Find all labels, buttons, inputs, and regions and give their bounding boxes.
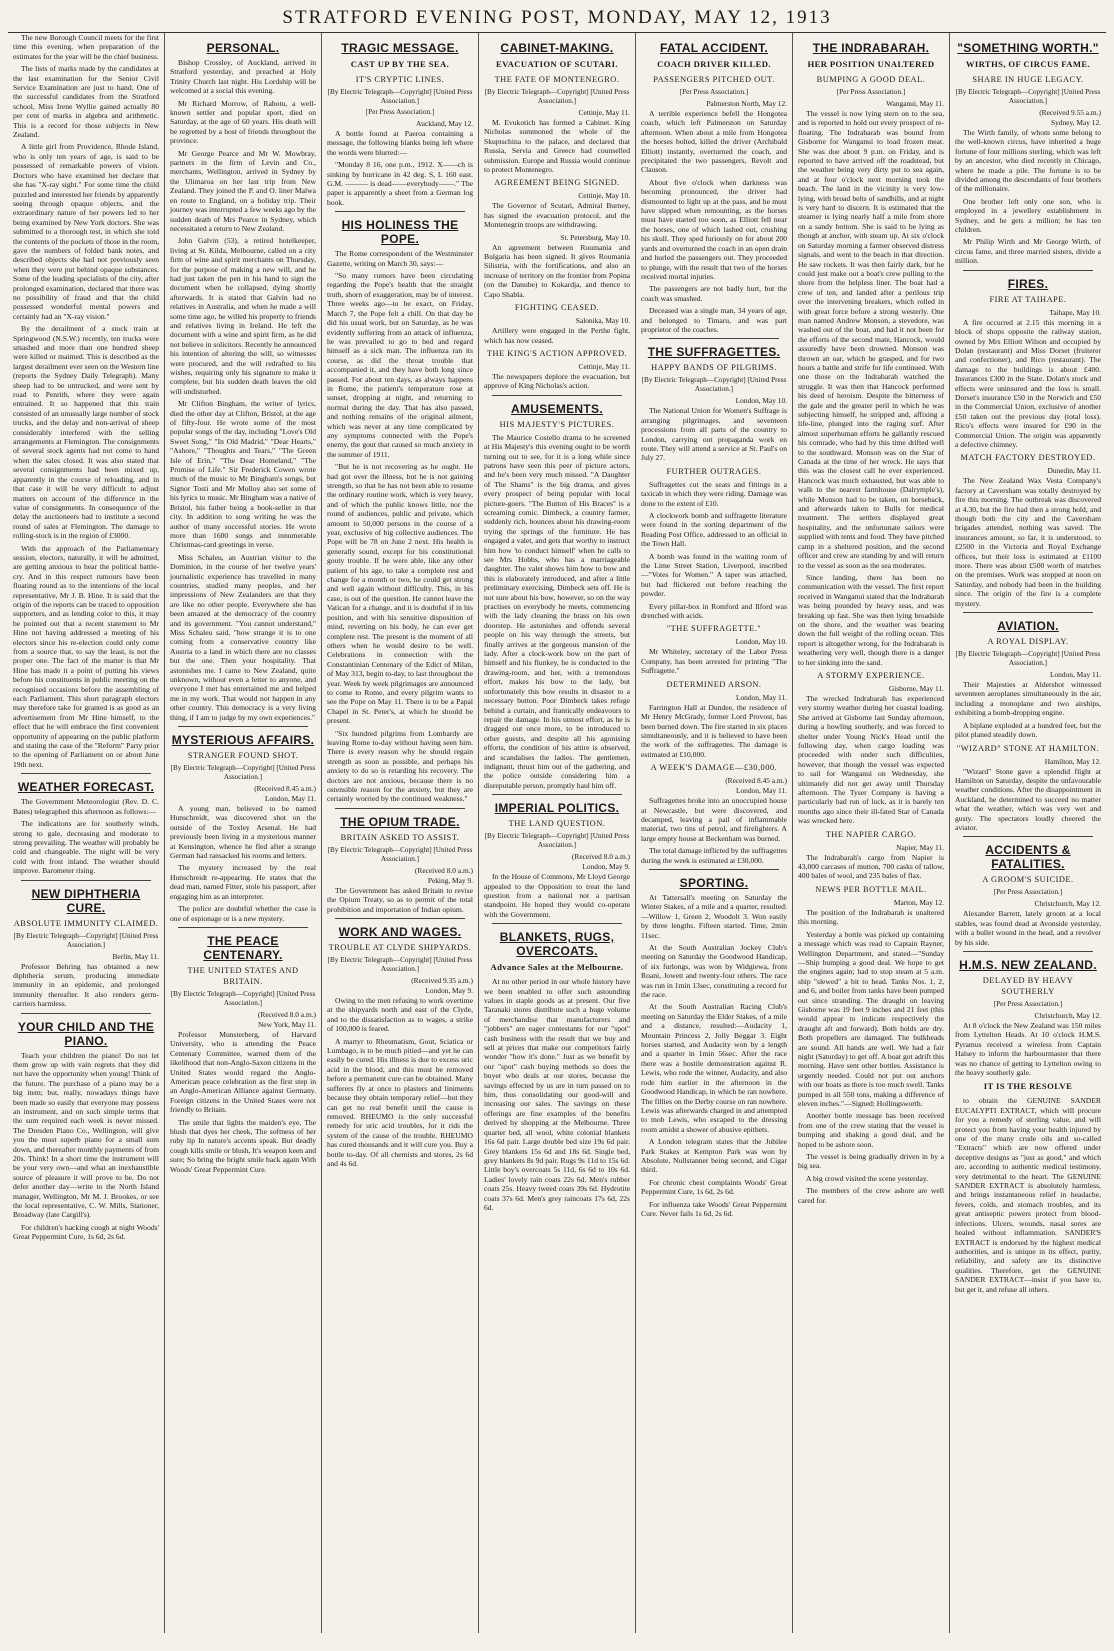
headline: MYSTERIOUS AFFAIRS. (171, 733, 315, 748)
paragraph: The police are doubtful whether the case is one of espionage or is a new mystery. (170, 904, 316, 923)
paragraph: A bottle found at Paeroa containing a message, the following blanks being left where the words were blurred:— (327, 129, 473, 157)
paragraph: Deceased was a single man, 34 years of age, and belonged to Timaru, and was part proprietor of the coaches. (641, 306, 787, 334)
headline: THE SUFFRAGETTES. (647, 345, 781, 360)
paragraph: A biplane exploded at a hundred feet, but the pilot planed steadily down. (955, 720, 1101, 740)
section-rule (21, 880, 151, 881)
paragraph: Professor Behring has obtained a new diphtheria serum, producing immediate immunity in an epidemic, and prolonged immunity thereafter. It also renders germ-carriers harmless. (13, 961, 159, 1009)
paragraph: In the House of Commons, Mr Lloyd George appealed to the Opposition to treat the land question from a national not a partisan standpoint. He hoped they would co-operate with the Government. (484, 872, 630, 919)
headline: AMUSEMENTS. (511, 401, 603, 416)
paragraph: to obtain the GENUINE SANDER EUCALYPTI EXTRACT, which will procure for you a remedy of sterling value, and will protect you from having your health injured by one of the many crude oils and so-called "Extracts" which are now offered under deceptive designs as "just as good," and which are, according to authentic medical testimony, very detrimental to the heart. The GENUINE SANDER EXTRACT is absolutely harmless, and brings instantaneous relief in headache, fevers, colds, and stomach troubles, and its great antiseptic powers protect from blood-infections. Ulcers, wounds, nasal sores are healed without inflammation. SANDER'S EXTRACT is endorsed by the highest medical authorities, and is unique in its effect, purity, reliability, and safety are its distinctive qualities. Therefore, get the GENUINE SANDER EXTRACT—insist if you have to, but get it, and refuse all others. (955, 1096, 1101, 1294)
wire-credit: [Per Press Association.] (993, 888, 1063, 897)
dateline: Wanganui, May 11. (886, 99, 944, 108)
paragraph: About five o'clock when darkness was becoming pronounced, the driver had dismounted to light up at the pass, and he must have slipped when remounting, as the horses must have started too soon, as Elliott fell near the horses, one of which lashed out, crushing his skull. They sped furiously on for about 200 yards and overturned the coach in an open drain and hurled the passengers out. They proceeded to plunge, with the result that two of the horses received mortal injuries. (641, 177, 787, 281)
section-rule (178, 927, 308, 928)
paragraph: The Government has asked Britain to revise the Opium Treaty, so as to permit of the total prohibition and importation of Indian opium. (327, 885, 473, 914)
paragraph: The members of the crew ashore are well cared for. (798, 1186, 944, 1205)
headline: IMPERIAL POLITICS. (494, 801, 620, 816)
paragraph: The indications are for southerly winds, strong to gale, decreasing and moderate to strong prevailing. The weather will probably be cold and changeable. The night will be very cold with frost inland. The weather should improve. Barometer rising. (13, 819, 159, 876)
dateline: Gisborne, May 11. (888, 683, 944, 693)
paragraph: The new Borough Council meets for the first time this evening, when preparation of the estimates for the year will be the chief business. (13, 33, 159, 61)
masthead: STRATFORD EVENING POST, MONDAY, MAY 12, 1913 (8, 6, 1106, 33)
dateline: Cettinje, May 10. (578, 191, 630, 201)
paragraph: At no other period in our whole history have we been enabled to offer such astounding values in staple goods as at present. Our five Taranaki stores distribute such a huge volume of merchandise that manufacturers and "jobbers" are eager contestants for our "spot" cash business with the result that we buy and sell at prices that make our competitors fairly wonder "how it's done." Just as we benefit by our "spot" cash buying methods so does the buyer who deals at our stores, because the savings effected by us are in turn passed on to him, thus consolidating our good-will and increasing our sales. The savings on these offerings are fine examples of the benefits derived by shopping at the Melbourne. Three quarter bed, all wool, white colonial blankets 16s 6d pair. Large double bed size 19s 6d pair. Grey blankets 15s 6d and 18s 6d. Single bed, grey blankets 8s 9d pair. Rugs 9s 11d to 15s 6d. Little boy's overcoats 5s 11d, 6s 6d to 10s 6d. Ladies' lovely rain coats 22s 6d. Men's rubber coats 25s. Heavy tweed coats 39s 6d. Hydrotite coats 37s 6d. Men's grey raincoats 17s 6d, 22s 6d. (484, 977, 630, 1212)
headline: NEW DIPHTHERIA CURE. (31, 886, 141, 915)
deck-heading: IT'S CRYPTIC LINES. (355, 75, 445, 84)
paragraph: At 8 o'clock the New Zealand was 150 miles from Lyttelton Heads. At 10 o'clock H.M.S. Pyramus received a wireless from Captain Halsey to inform the harbourmaster that there was no chance of getting to Lyttelton owing to the heavy southerly gale. (955, 1020, 1101, 1077)
columns (8, 33, 1106, 1633)
deck-heading: THE UNITED STATES AND BRITAIN. (187, 965, 299, 986)
paragraph: The Wirth family, of whom some belong to the well-known circus, have inherited a huge fortune of four millions sterling, which was left by an ancestor, who died recently in Chicago, where he made a pile. The fortune is to be divided among the descendants of four brothers of the millionaire. (955, 128, 1101, 194)
paragraph: Their Majesties at Aldershot witnessed seventeen aeroplanes simultaneously in the air, including a monoplane and two airships, exhibiting a bomb-dropping engine. (955, 680, 1101, 718)
paragraph: With the approach of the Parliamentary session, electors, naturally, it will be admitted, are getting anxious to hear the political battle-cry. And in this respect rumours have been floating round as to the intentions of the local representative, Mr J. B. Hine. It is said that the origin of the reports can be traced to opposition supporters, and as lending color to this, it may be pointed out that a recent statement to Mr Hine not having addressed a meeting of his electors since his re-election could only come from a source that, to say the least, is not the proper one. The fact of the matter is that Mr Hine has made it a point of putting his views before his constituents in public meeting on the recognised occasions before the assembling of each Parliament. This short paragraph electors may therefore take for granted is as good as an advertisement from Mr Hine himself, to the effect that he will embrace the first convenient opportunity of appearing on the public platform and stating the case of the "Reform" Party prior to the opening of Parliament on or about June 19th next. (13, 543, 159, 769)
wire-credit: [Per Press Association.] (836, 88, 906, 96)
deck-heading: FIRE AT TAIHAPE. (989, 294, 1067, 304)
wire-credit: [By Electric Telegraph—Copyright] [United Press Association.] (955, 88, 1101, 105)
paragraph: At Tattersall's meeting on Saturday the Winter Stakes, of a mile and a quarter, resulted:—Willow 1, Green 2, Woodolt 3. Won easily by three lengths. Fifteen started. Time, 2min 11sec. (641, 892, 787, 940)
paragraph: "So many rumors have been circulating regarding the Pope's health that the straight truth, shorn of exaggeration, may be of interest. Three weeks ago—to be exact, on Friday, March 7, the Pope felt a chill. On that day he did his usual work, but on Saturday, as he was evidently suffering from an attack of influenza, he was prevailed to go to bed and regard himself as a sick man. The influenza ran its course, as did the throat trouble that accompanied it, and they have both long since passed. For about ten days, as always happens in Rome, the patient's temperature rose at sunset, dropping at night, and returning to normal during the day. That has also passed, and nothing remains of the original ailment, which was never at any time complicated by any symptoms connected with the Pope's enemy, the gout that caused so much anxiety in the summer of 1911. (327, 271, 473, 459)
paragraph: Alexander Barrett, lately groom at a local stables, was found dead at Avonside yesterday, with a bullet wound in the head, and a revolver by his side. (955, 909, 1101, 947)
deck-heading: STRANGER FOUND SHOT. (187, 751, 299, 761)
paragraph: At the South Australian Jockey Club's meeting on Saturday the Goodwood Handicap, of six furlongs, was won by Widgiewa, from Roani, Jowett and twenty-four others. The race was run in 1min 13sec, constituting a record for the race. (641, 943, 787, 1000)
dateline: Marton, May 12. (893, 897, 944, 907)
deck-heading: A GROOM'S SUICIDE. (982, 875, 1074, 885)
dateline: (Received 8.0 a.m.) (571, 852, 630, 862)
wire-credit: [By Electric Telegraph—Copyright] [United Press Association.] (484, 832, 630, 850)
paragraph: Mr Richard Morrow, of Rahotu, a well-known settler and popular sport, died on Saturday, at the age of 60 years. His death will be regretted by a host of friends throughout the province. (170, 98, 316, 146)
paragraph: Since landing, there has been no communication with the vessel. The first report received in Wanganui stated that the Indrabarah was being pounded by heavy seas, and was breaking up fast. She was then lying broadside on the shore, and the weather was bearing down the full weight of the rolling ocean. This report is altogether wrong, for the Indrabarah is weathering very well, though there is a danger to her sinking into the sand. (798, 572, 944, 667)
dateline: (Received 8.45 a.m.) (725, 776, 787, 786)
dateline: St. Petersburg, May 10. (560, 232, 630, 242)
wire-credit: [By Electric Telegraph—Copyright] [United Press Association.] (327, 88, 473, 105)
paragraph: Farrington Hall at Dundee, the residence of Mr Henry McGrady, former Lord Provost, has been burned down. The fire started in six places simultaneously, and it is believed to have been the work of the suffragettes. The damage is estimated at £10,000. (641, 702, 787, 759)
dateline: (Received 8.0 a.m.) (414, 865, 473, 875)
subheading: CAST UP BY THE SEA. (350, 59, 450, 69)
paragraph: A fire occurred at 2.15 this morning in a block of shops opposite the railway station, owned by Mrs Elliott Wilson and occupied by Dolan (restaurant) and Miss Dorset (fruiterer and confectioner), and Rico (restaurant). The damage to the buildings is about £400. Insurances £300 in the State. Dolan's stock and effects were uninsured and the loss is small. Dorset's insurance £50 in the Norwich and £50 in the Commercial Union, exclusive of another £50 taken out the previous day (total loss). Rico's effects were insured for £90 in the Commercial Union. The origin was apparently a defective chimney. (955, 317, 1101, 449)
dateline: Christchurch, May 12. (1034, 899, 1101, 909)
column-1 (8, 33, 165, 1633)
section-rule (649, 338, 779, 339)
paragraph: At the South Australian Racing Club's meeting on Saturday the Elder Stakes, of a mile and a distance, resulted:—Audacity 1, Mountain Princess 2, Jolly Beggar 3. Eight horses started, and Audacity won by a length and a quarter in 1min 56sec. After the race there was a hostile demonstration against R. Lewis, who rode the winner, Audacity, and also rode him earlier in the afternoon in the Goodwood Handicap, in which he ran nowhere. The fillies on the Derby course on ran nowhere. Lewis was afterwards charged in and attempted to mob Lewis, who escaped to the dressing room amidst a shower of abusive epithets. (641, 1002, 787, 1134)
paragraph: The National Union for Women's Suffrage is arranging pilgrimages, and seventeen processions from all parts of the country to London, carrying out propaganda work en route. They will attend a service at St. Paul's on July 27. (641, 406, 787, 463)
deck-heading: A STORMY EXPERIENCE. (817, 670, 925, 680)
paragraph: A martyr to Rheumatism, Gout, Sciatica or Lumbago, is to be much pitied—and yet he can easily be cured. His illness is due to excess uric acid in the blood, and this must be removed before a permanent cure can be obtained. Many sufferers fly at once to plasters and liniments because they obtain temporary relief—but they can get no real benefit until the cause is removed. RHEUMO is the only successful remedy for uric acid troubles, for it rids the system of the cause of the trouble. RHEUMO has cured thousands and it will cure you. Buy a bottle to-day. Of all chemists and stores, 2s 6d and 4s 6d. (327, 1036, 473, 1168)
paragraph: A clockwork bomb and suffragette literature were found in the sorting department of the Reading Post Office, addressed to an official in the Town Hall. (641, 511, 787, 549)
wire-credit: [By Electric Telegraph—Copyright] [United Press Association.] (484, 88, 630, 105)
headline: SPORTING. (679, 875, 749, 890)
section-rule (963, 836, 1093, 837)
deck-heading: ABSOLUTE IMMUNITY CLAIMED. (13, 918, 159, 928)
headline: HIS HOLINESS THE POPE. (341, 218, 459, 247)
headline: THE PEACE CENTENARY. (203, 933, 283, 962)
wire-credit: [Per Press Association.] (679, 88, 749, 96)
headline: AVIATION. (997, 619, 1059, 634)
dateline: Dunedin, May 11. (1047, 466, 1101, 476)
wire-credit: [By Electric Telegraph—Copyright] [United Press Association.] (641, 376, 787, 394)
dateline: London, May 9. (425, 986, 473, 996)
dateline: Auckland, May 12. (415, 119, 473, 128)
paragraph: Bishop Crossley, of Auckland, arrived in Stratford yesterday, and preached at Holy Trinity Church last night. His Lordship will be welcomed at a social this evening. (170, 58, 316, 96)
dateline: Cettinje, May 11. (578, 108, 630, 117)
dateline: Christchurch, May 12. (1034, 1010, 1101, 1020)
dateline: Berlin, May 11. (112, 951, 159, 961)
dateline: New York, May 11. (257, 1019, 316, 1029)
paragraph: "Wizard" Stone gave a splendid flight at Hamilton on Saturday, despite the unfavourable weather conditions. After the disappointment in Auckland, he determined to succeed no matter what the weather, which was very wet and gusty. The spectators loudly cheered the aviator. (955, 766, 1101, 832)
paragraph: The smile that lights the maiden's eye, The blush that dyes her cheek, The softness of her ruby lip In nature's accents speak. But deadly cough kills smile or blush, It's weapon keen and sure; So bring the bright smile back again With Woods' Great Peppermint Cure. (170, 1117, 316, 1174)
headline: H.M.S. NEW ZEALAND. (959, 957, 1097, 972)
deck-heading: TROUBLE AT CLYDE SHIPYARDS. (328, 943, 472, 953)
paragraph: The passengers are not badly hurt, but the coach was smashed. (641, 284, 787, 303)
subheading: Advance Sales at the Melbourne. (490, 962, 624, 973)
dateline: London, May 11. (735, 692, 787, 702)
paragraph: The lists of marks made by the candidates at the last examination for the Senior Civil Service Examination are just to hand. One of the successful candidates from the Stratford school, Miss Irene Wyllie gained actually 80 per cent of marks in algebra and arithmetic. This is a record for those subjects in New Zealand. (13, 64, 159, 140)
deck-heading: SHARE IN HUGE LEGACY. (972, 75, 1084, 84)
paragraph: The newspapers deplore the evacuation, but approve of King Nicholas's action. (484, 371, 630, 391)
section-rule (335, 808, 465, 809)
paragraph: Every pillar-box in Romford and Ilford was drenched with acids. (641, 601, 787, 621)
headline: BLANKETS, RUGS, OVERCOATS. (499, 930, 615, 959)
paragraph: A big crowd visited the scene yesterday. (806, 1173, 929, 1183)
paragraph: Another bottle message has been received from one of the crew stating that the vessel is bumping and shaking a good deal, and he hoped to be ashore soon. (798, 1111, 944, 1149)
wire-credit: [By Electric Telegraph—Copyright] [United Press Association.] (327, 845, 473, 863)
dateline: Taihape, May 10. (1049, 307, 1101, 317)
deck-heading: PASSENGERS PITCHED OUT. (653, 75, 775, 84)
section-rule (492, 923, 622, 924)
paragraph: A bomb was found in the waiting room of the Lime Street Station, Liverpool, inscribed—"Votes for Women." A taper was attached, but had flickered out before reaching the powder. (641, 551, 787, 599)
paragraph: "Monday 8 16, one p.m., 1912. X——ch is sinking by hurricane in 42 deg. S, L 160 east. G.M. ——— is dead——everybody——." The paper is apparently a sheet from a German log book. (327, 160, 473, 207)
headline: FIRES. (1007, 276, 1049, 291)
section-rule (492, 395, 622, 396)
wire-credit: [By Electric Telegraph—Copyright] [United Press Association.] (955, 650, 1101, 668)
section-rule (335, 211, 465, 212)
dateline: (Received 9.55 a.m.) (1039, 108, 1101, 117)
section-rule (492, 794, 622, 795)
wire-credit: [By Electric Telegraph—Copyright] [United Press Association.] (170, 989, 316, 1007)
paragraph: John Galvin (53), a retired hotelkeeper, living at St. Kilda, Melbourne, called on a city firm of wine and spirit merchants on Thursday, for the purpose of making a new will, and he had just taken the pen in his hand to sign the document when he collapsed, dying shortly afterwards. It is stated that Galvin had no relatives in Australia, and when he made a will some time ago, he willed his property to friends and relatives living in Ireland. He left the document with a wine and spirit firm, as he did not believe in solicitors. Recently he announced his intention of altering the will, so witnesses were procured, and the will redrafted to his wishes, requiring only his signature to make it complete, but his sudden death leaves the old will undisturbed. (170, 236, 316, 396)
headline: "SOMETHING WORTH." (957, 41, 1099, 55)
dateline: (Received 9.35 a.m.) (411, 976, 473, 986)
paragraph: Miss Schaleu, an Austrian visitor to the Dominion, in the course of her twelve years' journalistic experience has travelled in many countries, studied many peoples, and her impressions of New Zealanders are that they are like no other people. Everywhere she has been amazed at the democracy of the country and its government. "You cannot understand," Miss Schaleu said, "how strange it is to one coming from a conservative country like Austria to a land in which there are no classes but the one. Then your hospitality. That astonishes me. I came to New Zealand, quite unknown, without even a letter to anyone, and everyone I met has entertained me and helped me in my work. That would not happen in any other country. This democracy is a very living thing, if I am to judge by my own experiences." (170, 552, 316, 722)
paragraph: Suffragettes broke into an unoccupied house at Newcastle, but were discovered, and decamped, leaving a pail of inflammable material, two tins of petrol, and firelighters. A large empty house at Beckenham was burned. (641, 796, 787, 843)
paragraph: For chronic chest complaints Woods' Great Peppermint Cure, 1s 6d, 2s 6d. (641, 1177, 787, 1197)
section-rule (21, 1013, 151, 1014)
paragraph: M. Evukotich has formed a Cabinet. King Nicholas summoned the whole of the Skuptschina to the palace, and declared that Russia, Servia and Greece had counselled submission. Europe and Russia would continue to protect Montenegro. (484, 118, 630, 175)
dateline: Salonika, May 10. (575, 316, 630, 326)
headline: YOUR CHILD AND THE PIANO. (17, 1019, 155, 1048)
paragraph: The New Zealand Wax Vesta Company's factory at Caversham was totally destroyed by fire this morning. The outbreak was discovered at 4.30, but the fire had then a strong hold, and though both the city and the Caversham brigades attended, nothing was saved. The insurances amount, so far, it is understood, to £2500 in the Victoria and Royal Exchange offices, but their loss is estimated at £1100 more. There was about £500 worth of matches on the premises. Work was stopped at noon on Saturday, and nobody had been in the building since. The origin of the fire is a complete mystery. (955, 476, 1101, 608)
paragraph: The Indrabarah's cargo from Napier is 43,000 carcases of mutton, 700 casks of tallow, 400 bales of wool, and 235 bales of flax. (798, 852, 944, 881)
paragraph: By the derailment of a stock train at Springwood (N.S.W.) recently, ten trucks were smashed and more than one hundred sheep were killed or maimed. This is described as the largest derailment ever seen on the Western line (reports the Sydney Daily Telegraph). Many sheep had to be untrucked, and were sent by road to Penrith, where they were again entrained. It so happened that this train consisted of an unusually large number of stock trucks, and the delay and non-arrival of sheep considerably interfered with the selling arrangements at Flemington. The consignments of several stock agents had not come to hand when the sales closed. It was also stated that several consignments had been mixed up, apparently in the course of reloading, and in that case it will be very difficult to adjust matters on account of the difference in the value of consignments. In consequence of the delay the auctioneers had to institute a second round of sales at Flemington. The damage to rolling-stock is in the region of £3000. (13, 324, 159, 541)
deck-heading: FIGHTING CEASED. (514, 303, 600, 313)
wire-credit: [By Electric Telegraph—Copyright] [United Press Association.] (13, 931, 159, 949)
paragraph: The Maurice Costello drama to be screened at His Majesty's this evening ought to be worth turning out to see, for it is a long while since patrons have seen this peer of picture actors, and he's been very much missed. "A Daughter of The Shams" is the big drama, and gives every prospect of being popular with local picture-goers. "The Button of His Braces" is a screaming comic. Dimbeck, a country farmer, suddenly rich, bounces about his drawing-room trying the springs of the furniture. He has engaged a valet, and gets that worthy to instruct him how 'to conduct himself' when he calls to see Mrs Hobbs, who has a marriageable daughter. The valet shows him how to bow and this is elaborately introduced, and after a little preliminary exercising, Dimbeck sets off. He is not sure about his bow, however, so on the way practises on everybody he meets, commencing with the lady cleaning the brass on his own doorstep. He astonishes and offends several people on his way through the streets, but finally arrives at the gorgeous mansion of the lady. After a clock-work bow on the part of himself and his flunkey, he is conducted to the drawing-room, and her, with a tremendous effort, makes his bow to the lady, but unfortunately this bow results in disaster to a necessary button. Poor Dimbeck takes refuge behind a curtain, and frantically endeavours to repair the damage. In his utmost effort, as he is dragged out once more, to be introduced to other guests, and despite all his agonising efforts, the condition of his attire is observed, and scandalises the ladies. The gentlemen, indignant, thrust him out of the gathering, and the police outside considering him a disreputable person, promptly haul him off. (484, 432, 630, 790)
paragraph: The Rome correspondent of the Westminster Gazette, writing on March 30, says:— (327, 249, 473, 268)
paragraph: An agreement between Roumania and Bulgaria has been signed. It gives Roumania Silistria, with the fortifications, and also an increase of territory on the frontier from Popina (on the Danube) to Kokardja, and thence to Capo Shabla. (484, 242, 630, 299)
paragraph: Suffragettes cut the seats and fittings in a taxicab in which they were riding. Damage was done to the extent of £10. (641, 479, 787, 508)
dateline: London, May 9. (582, 862, 630, 872)
dateline: (Received 8.0 a.m.) (257, 1009, 316, 1019)
headline: ACCIDENTS & FATALITIES. (985, 843, 1071, 872)
dateline: Hamilton, May 12. (1044, 756, 1101, 766)
subheading: WIRTHS, OF CIRCUS FAME. (965, 59, 1091, 69)
deck-heading: A WEEK'S DAMAGE—£30,000. (650, 763, 778, 773)
paragraph: The wrecked Indrabarah has experienced very stormy weather during her coastal loading. She arrived at Gisborne last Sunday afternoon, during a howling southerly, and was forced to shelter under Young Nick's Head until the following day, when cargo loading was proceeded with under such difficulties, however, that though the vessel was expected to sail for Wanganui on Wednesday, she ultimately did not get away until Thursday afternoon. The Tyser Company is having a particularly bad run of luck, as it is barely ten months ago since their ill-fated Star of Canada was wrecked here. (798, 693, 944, 826)
subheading: EVACUATION OF SCUTARI. (496, 59, 618, 69)
deck-heading: THE LAND QUESTION. (508, 819, 606, 829)
subheading: HER POSITION UNALTERED (807, 59, 935, 69)
paragraph: Teach your children the piano! Do not let them grow up with vain regrets that they did not have the opportunity when young! Think of the future. The purchase of a piano may be a big item; but, really, nowadays things have been made so easily that everyone may possess an instrument, and on such simple terms that the sum required each week is never missed. The Dresden Piano Co., Wellington, will give you the most superb piano for a small sum down, and thereafter monthly payments of from 20s. Think! In a short time the instrument will be your very own—and what an inexhaustible source of pleasure it will prove to be. Do not defer another day—write to the North Island manager, Wellington, Mr M. J. Brookes, or see the local representative, C. W. Mills, Stationer, Broadway (late Cargill's). (13, 1050, 159, 1220)
wire-credit: [By Electric Telegraph—Copyright] [United Press Association.] (327, 956, 473, 974)
dateline: London, May 11. (735, 786, 787, 796)
dateline: (Received 8.45 a.m.) (254, 784, 316, 794)
column-6 (793, 33, 950, 1633)
paragraph: The vessel is being gradually driven in by a big sea. (798, 1152, 944, 1171)
section-rule (335, 918, 465, 919)
paragraph: Mr Whiteley, secretary of the Labor Press Company, has been arrested for printing "The Suffragette." (641, 647, 787, 676)
section-rule (178, 726, 308, 727)
column-7 (950, 33, 1106, 1633)
wire-credit: [Per Press Association.] (993, 999, 1063, 1008)
paragraph: The position of the Indrabarah is unaltered this morning. (798, 907, 944, 927)
deck-heading: MATCH FACTORY DESTROYED. (960, 453, 1096, 463)
deck-heading: A ROYAL DISPLAY. (987, 637, 1069, 647)
paragraph: The Governor of Scutari, Admiral Burney, has signed the evacuation protocol, and the Montenegrin troops are withdrawing. (484, 201, 630, 230)
deck-heading: HIS MAJESTY'S PICTURES. (499, 419, 615, 429)
deck-heading: NEWS PER BOTTLE MAIL. (815, 884, 927, 894)
paragraph: Professor Munsterberg, of Harvard University, who is attending the Peace Centenary Committee, warned them of the likelihood that non-Anglo-Saxon citizens in the United States would regard the Anglo-American peace celebration as the first step in an Anglo-American Alliance against Germany. Foreign citizens in the United States were not friendly to Britain. (170, 1029, 316, 1115)
section-rule (963, 951, 1093, 952)
column-4 (479, 33, 636, 1633)
paragraph: Yesterday a bottle was picked up containing a message which was read to Captain Rayner, Wellington Department, and stated—"Sunday—Ship bumping a good deal. We hope to get the engines again; had to stop steam at 5 a.m. ship "slewed" a bit to head. Tanks Nos. 1, 2, and 6, and boiler from tanks have been pumped out since stranding. The draught on leaving Gisborne was 19 feet 9 inches and 21 feet (this would appear to indicate respectively the draught aft and forward). Both holds are dry. Both propellers are damaged. The bulkheads are sound. All hands are well. We had a fair night (Saturday) to get off. A boat got adrift this morning. Have sent other bottles. Assistance is urgently needed. Could not put out anchors with our boats as there is too much swell. Tanks pumped in all 550 tons, making a difference of eleven inches."—Signed: Hollingsworth. (798, 929, 944, 1108)
dateline: Peking, May 9. (427, 875, 473, 885)
headline: CABINET-MAKING. (500, 41, 614, 55)
paragraph: The Government Meteorologist (Rev. D. C. Bates) telegraphed this afternoon as follows:— (13, 797, 159, 816)
paragraph: Mr Clifton Bingham, the writer of lyrics, died the other day at Clifton, Bristol, at the age of fifty-four. He wrote some of the most popular songs of the day, including "Love's Old Sweet Song," "In Old Madrid," "Dear Hearts," "Ashore," "Thoughts and Tears," "The Green Isle of Erin," "The Dear Homeland," "The Promise of Life." Sir Frederick Cowen wrote much of the music to Mr Bingham's songs, but Signor Tosti and Mr Molloy also set some of his lyrics to music. Mr Bingham was a native of Bristol, his father being a book-seller in that city. In addition to song writing he was the author of many successful stories. He wrote more than 1600 songs and innumerable Christmas-card greetings in verse. (170, 399, 316, 550)
headline: FATAL ACCIDENT. (659, 41, 769, 55)
dateline: London, May 11. (1049, 670, 1101, 680)
deck-heading: THE KING'S ACTION APPROVED. (486, 348, 628, 358)
paragraph: A little girl from Providence, Rhode Island, who is only ten years of age, is said to be possessed of remarkable powers of vision. Doctors who have examined her declare that she has "X-ray sight." For some time the child puzzled and interested her friends by apparently seeing through opaque objects, and the extraordinary nature of her powers led to her being examined by New York doctors. She was submitted to a thorough test, in which she told the contents of the pockets of those in the room, gave the numbers of folded bank notes, and described objects she had not previously seen when they were put behind opaque substances. Some of the leading specialists of the city, after prolonged examination, declared that there was no possibility of fraud and that the child possessed wonderful mental powers and certainly had an "X-ray vision." (13, 142, 159, 321)
subheading: IT IS THE RESOLVE (983, 1081, 1073, 1092)
column-3 (322, 33, 479, 1633)
deck-heading: FURTHER OUTRAGES. (666, 466, 762, 476)
paragraph: For influenza take Woods' Great Peppermint Cure. Never fails 1s 6d, 2s 6d. (641, 1199, 787, 1218)
deck-heading: BRITAIN ASKED TO ASSIST. (340, 832, 460, 842)
dateline: Palmerston North, May 12. (706, 99, 787, 108)
paragraph: Artillery were engaged in the Perthe fight, which has now ceased. (484, 326, 630, 345)
deck-heading: THE FATE OF MONTENEGRO. (494, 75, 620, 84)
headline: THE INDRABARAH. (812, 41, 930, 55)
headline: WEATHER FORECAST. (17, 780, 155, 795)
dateline: Cettinje, May 11. (578, 361, 630, 371)
paragraph: "Six hundred pilgrims from Lombardy are leaving Rome to-day without having seen him. There is every reason why he should regain strength as soon as possible, and perhaps his anxiety to do so is retarding his recovery. The doctors are not anxious, because there is no ostensible reason for the anxiety, but they are certainly worried by the continued weakness." (327, 728, 473, 804)
column-2 (165, 33, 322, 1633)
column-5 (636, 33, 793, 1633)
paragraph: "But he is not recovering as he ought. He had got over the illness, but he is not gaining strength, so that he has not been able to resume the ordinary routine work, which is very heavy, and of which the public knows little, nor the round of audiences, public and private, which amount to 50,000 persons in the course of a year, exclusive of big collective audiences. The Pope will be 78 on June 2 next. His health is generally sound, except for his constitutional gouty trouble. If he were able, like any other patient of his age, to take a complete rest and change for a month or two, he could get strong and well again without difficulty. This, in his case, is out of the question. He cannot leave the Vatican for a change, and it is doubtful if in his position, and with his sensitive disposition of mind, reverting on his body, he can ever get complete rest. The present is the moment of all others when he would desire to be well. Celebrations in connection with the Constantinian Centenary of the Edict of Milan, of May 313, begin to-day, to last throughout the year. Week by week pilgrimages are announced to come to Rome, and every pilgrim wants to see the Pope on May 11. There is to be a Papal Chapel in St. Peter's, at which he should be present. (327, 462, 473, 726)
deck-heading: HAPPY BANDS OF PILGRIMS. (651, 363, 777, 373)
dateline: Napier, May 11. (896, 842, 944, 852)
dateline: Sydney, May 12. (1050, 118, 1101, 127)
wire-credit: [Per Press Association.] (365, 108, 435, 116)
paragraph: A London telegram states that the Jubilee Park Stakes at Kempton Park was won by Absolute, Nullstanner being second, and Cigar third. (641, 1137, 787, 1175)
wire-credit: [By Electric Telegraph—Copyright] [United Press Association.] (170, 764, 316, 782)
subheading: COACH DRIVER KILLED. (657, 59, 771, 69)
deck-heading: AGREEMENT BEING SIGNED. (494, 178, 620, 188)
dateline: London, May 11. (264, 794, 316, 804)
deck-heading: "THE SUFFRAGETTE." (666, 624, 762, 634)
paragraph: For children's hacking cough at night Woods' Great Peppermint Cure, 1s 6d, 2s 6d. (13, 1222, 159, 1242)
headline: TRAGIC MESSAGE. (341, 41, 459, 55)
paragraph: Owing to the men refusing to work overtime at the shipyards north and east of the Clyde, and to the dissatisfaction as to wages, a strike of 100,000 is feared. (327, 996, 473, 1034)
deck-heading: THE NAPIER CARGO. (825, 829, 917, 839)
paragraph: The vessel is now lying stern on to the sea, and is reported to hold out every prospect of re-floating. The Indrabarah was bound from Gisborne for Wanganui to load frozen meat. She was due about 9 p.m. on Friday, and is reported to have arrived off the roadstead, but the weather being very dirty put to sea again, and at four o'clock next morning took the beach. The land in the vicinity is very low-lying, with broad belts of sandhills, and at night is very hard to discern. It is estimated that the steamer is lying nearly half a mile from shore on a sandy bottom. She is said to be lying as though at anchor, with steam up. At six o'clock on Saturday morning a farmer observed distress signals, and went to the beach in that direction. He saw rockets. It was then fairly dark, but he could just make out a boat's crew pulling to the shore from the helpless liner. The boat had a crew of ten, and landed after a perilous trip over the intervening breakers, which rolled in with great force before a strong westerly. One man named Andrew Monson, a stevedore, was washed out of the boat, and had it not been for the efforts of the second mate, Hancock, would assuredly have been drowned. Monson was thrown an oar, which he grasped, and for two hours a battle and strife for life continued. With one those on the Indrabarah watched the struggle. It was then that Hancock performed his deed of heroism. Despite the bitterness of the gale and the greater peril in which he was subjecting himself, he stripped and, affixing a life-line, plunged into the raging surf. After almost superhuman efforts he gallantly rescued his comrade, who had by this time drifted well to the southward. Monson was on the Star of Canada at the time of her wreck. He says that this was the closest call he ever experienced. Hancock was much exhausted, but was able to walk to the nearest farmhouse (Dalrymple's), while Monson had to be taken, on horseback, and afterwards taken to Bulls for medical treatment. The settlers displayed great hospitality, and the unfortunate sailors were supplied with tents and food. They have pitched camp in a sheltered position, and the second officer and crew are standing by and will return to the vessel as soon as the sea moderates. (798, 109, 944, 570)
section-rule (963, 270, 1093, 271)
section-rule (649, 869, 779, 870)
paragraph: Mr Philip Wirth and Mr George Wirth, of circus fame, and three married sisters, divide a million. (955, 237, 1101, 266)
deck-heading: BUMPING A GOOD DEAL. (816, 75, 926, 84)
paragraph: A terrible experience befell the Hongotea coach, which left Palmerston on Saturday afternoon. When about a mile from Hongotea the horses bolted, killed the driver (Archibald Elliott) instantly, overturned the coach, and precipitated the two passengers, Revolt and Clauson. (641, 109, 787, 175)
deck-heading: "WIZARD" STONE AT HAMILTON. (956, 743, 1100, 753)
dateline: London, May 10. (735, 637, 787, 647)
deck-heading: DETERMINED ARSON. (666, 679, 762, 689)
paragraph: The mystery increased by the real Hunschreidt re-appearing. He states that the dead man, named Fitter, stole his passport, after engaging him as an interpreter. (170, 863, 316, 901)
dateline: London, May 10. (735, 396, 787, 406)
paragraph: One brother left only one son, who is employed in a jewellery establishment in Sydney, and he gets a million; he has ten children. (955, 196, 1101, 235)
headline: PERSONAL. (206, 41, 280, 55)
section-rule (963, 612, 1093, 613)
headline: WORK AND WAGES. (338, 925, 462, 940)
paragraph: The total damage inflicted by the suffragettes during the week is estimated at £30,000. (641, 846, 787, 865)
paragraph: Mr George Pearce and Mr W. Mowbray, partners in the firm of Levin and Co., merchants, Wellington, arrived in Sydney by the Ulimaroa on her last trip from New Zealand. They joined the P. and O. liner Malwa en route to England, on a holiday trip. Their journey was interrupted a few weeks ago by the sudden death of Mrs Pearce in Sydney, which necessitated a return to New Zealand. (170, 148, 316, 233)
section-rule (21, 773, 151, 774)
headline: THE OPIUM TRADE. (340, 814, 460, 829)
paragraph: A young man, believed to be named Hunschreidt, was discovered shot on the outside of the Toxley Arsenal. He had previously been living in a mysterious manner at Kensington, whence he fled after a strange German had ransacked his rooms and letters. (170, 804, 316, 861)
deck-heading: DELAYED BY HEAVY SOUTHERLY (982, 975, 1074, 996)
